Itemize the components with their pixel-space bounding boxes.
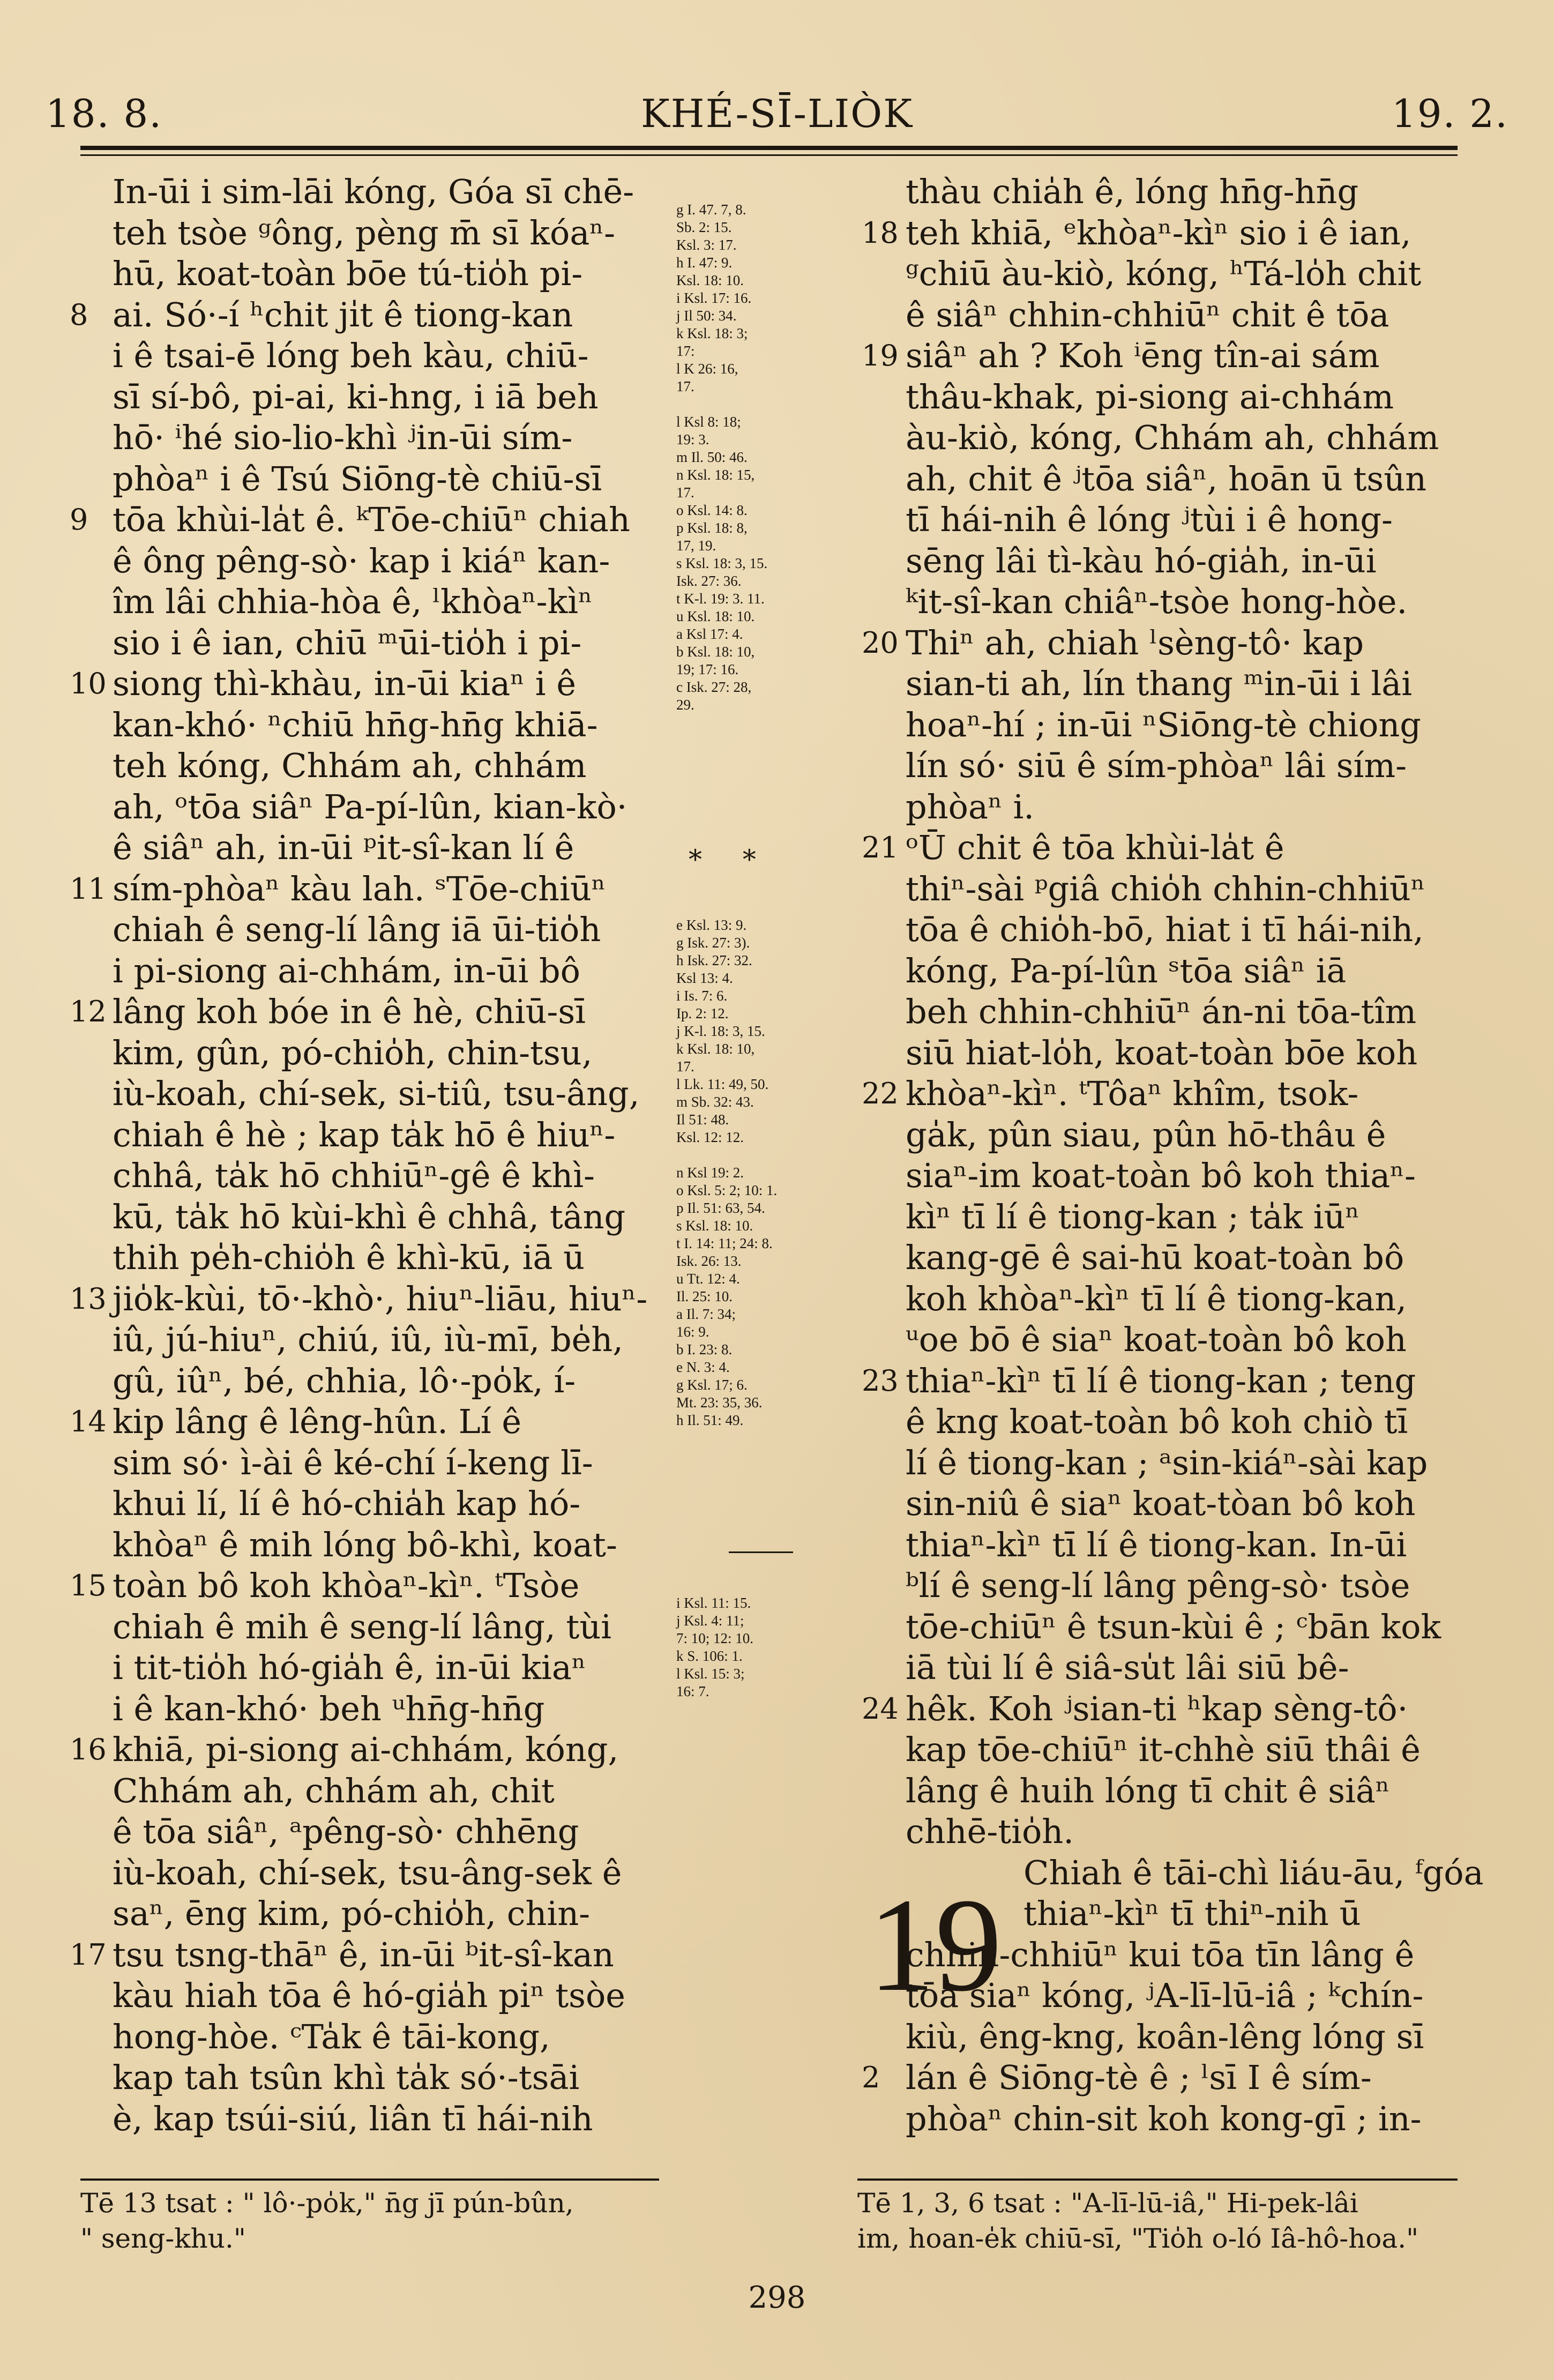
reference-line: Ip. 2: 12. [676,1005,729,1021]
text-line [906,1771,1452,1812]
reference-line: Il 51: 48. [676,1111,729,1128]
reference-line: l K 26: 16, [676,361,738,377]
reference-line: t I. 14: 11; 24: 8. [676,1235,773,1251]
text-line [906,581,1452,623]
verse-text: iù-koah, chí-sek, tsu-âng-sek ê [113,1853,622,1892]
reference-divider [729,1551,793,1553]
reference-line [676,1146,837,1164]
verse-text: tī hái-nih ê lóng ʲtùi i ê hong- [906,500,1393,539]
header-verse-range-start: 18. 8. [46,91,163,136]
verse-number: 17 [70,1937,107,1972]
reference-line: k S. 106: 1. [676,1648,743,1664]
reference-line: n Ksl. 18: 15, [676,467,755,483]
text-line [113,1155,654,1197]
reference-line: p Ksl. 18: 8, [676,520,748,536]
verse-text: chiah ê hè ; kap ta̍k hō ê hiuⁿ- [113,1115,616,1154]
reference-line: o Ksl. 5: 2; 10: 1. [676,1182,778,1198]
verse-number: 2 [862,2061,880,2094]
text-line [113,1811,654,1853]
verse-text: hong-hòe. ᶜTa̍k ê tāi-kong, [113,2017,550,2056]
text-line [906,2099,1452,2140]
text-line [113,2057,654,2099]
footnote-left [80,2185,670,2256]
verse-text: tsu tsng-thāⁿ ê, in-ūi ᵇit-sî-kan [113,1935,614,1974]
verse-number: 14 [70,1405,107,1438]
verse-text: ê ông pêng-sò· kap i kiáⁿ kan- [113,541,610,580]
verse-text: gû, iûⁿ, bé, chhia, lô·-po̍k, í- [113,1361,576,1400]
text-line [113,1073,654,1115]
text-line [113,2017,654,2058]
verse-text: hō· ⁱhé sio-lio-khì ʲin-ūi sím- [113,418,573,457]
verse-number: 8 [70,297,88,332]
text-line [113,1319,654,1361]
reference-line: 16: 9. [676,1324,709,1340]
text-line [113,1115,654,1156]
text-line [906,1729,1452,1771]
verse-text: thàu chia̍h ê, lóng hn̄g-hn̄g [906,172,1359,211]
reference-line: i Ksl. 17: 16. [676,290,752,306]
reference-line: l Ksl. 15: 3; [676,1666,745,1682]
verse-text: chiah ê seng-lí lâng iā ūi-tio̍h [113,910,601,949]
text-line [906,1237,1452,1279]
verse-text: ga̍k, pûn siau, pûn hō-thâu ê [906,1115,1386,1154]
text-line [906,1155,1452,1197]
verse-text: hoaⁿ-hí ; in-ūi ⁿSiōng-tè chiong [906,705,1421,744]
verse-text: thâu-khak, pi-siong ai-chhám [906,377,1394,416]
verse-text: thiⁿ-sài ᵖgiâ chio̍h chhin-chhiūⁿ [906,869,1425,908]
reference-line: 19; 17: 16. [676,661,739,677]
text-line [113,1361,654,1402]
text-line [113,705,654,746]
verse-text: siong thì-khàu, in-ūi kiaⁿ i ê [113,664,577,703]
reference-line: u Ksl. 18: 10. [676,608,755,624]
chapter-number: 19 [868,1871,1002,2019]
reference-line: l Ksl 8: 18; [676,414,741,430]
reference-line: i Ksl. 11: 15. [676,1595,751,1611]
reference-line: Isk. 26: 13. [676,1253,742,1269]
verse-text: kap tah tsûn khì ta̍k só·-tsāi [113,2058,580,2097]
reference-line: h Isk. 27: 32. [676,952,752,968]
verse-text: In-ūi i sim-lāi kóng, Góa sī chē- [113,172,634,211]
reference-line: h Il. 51: 49. [676,1412,744,1428]
verse-text: khòaⁿ ê mih lóng bô-khì, koat- [113,1525,617,1564]
verse-number: 16 [70,1733,107,1766]
verse-text: thiaⁿ-kìⁿ tī lí ê tiong-kan ; teng [906,1361,1416,1400]
verse-number: 13 [70,1281,107,1316]
footnote-right-line-2: im, hoan-e̍k chiū-sī, "Tio̍h o-ló Iâ-hô-hoa." [857,2223,1419,2254]
reference-line: k Ksl. 18: 10, [676,1041,755,1057]
verse-text: ê kng koat-toàn bô koh chiò tī [906,1402,1408,1441]
header-rule-thick [80,146,1458,150]
reference-line: g Isk. 27: 3). [676,935,750,951]
text-line [70,1279,654,1320]
text-line [113,213,654,254]
reference-line: s Ksl. 18: 3, 15. [676,555,768,571]
text-line [862,335,1452,377]
verse-text: tōe-chiūⁿ ê tsun-kùi ê ; ᶜbān kok [906,1607,1441,1646]
verse-text: Chhám ah, chhám ah, chit [113,1771,555,1810]
verse-text: chhē-tio̍h. [906,1812,1074,1851]
verse-text: beh chhin-chhiūⁿ án-ni tōa-tîm [906,992,1417,1031]
text-line [113,1647,654,1689]
text-line [70,991,654,1033]
text-line [113,745,654,787]
verse-text: lí ê tiong-kan ; ᵃsin-kiáⁿ-sài kap [906,1443,1428,1482]
text-line [906,541,1452,582]
verse-text: lán ê Siōng-tè ê ; ˡsī I ê sím- [906,2058,1372,2097]
verse-text: khiā, pi-siong ai-chhám, kóng, [113,1730,619,1769]
verse-text: koh khòaⁿ-kìⁿ tī lí ê tiong-kan, [906,1279,1407,1318]
text-line [906,417,1452,459]
verse-text: phòaⁿ i. [906,787,1034,826]
text-line [70,663,654,705]
verse-number: 18 [862,215,899,250]
reference-line: h I. 47: 9. [676,255,733,271]
verse-number: 24 [862,1691,899,1726]
text-line [862,1073,1452,1115]
reference-line: e Ksl. 13: 9. [676,917,747,933]
text-line [113,1893,654,1935]
reference-line: s Ksl. 18: 10. [676,1218,753,1234]
book-title: KHÉ-SĪ-LIÒK [641,91,913,136]
verse-text: Thiⁿ ah, chiah ˡsèng-tô· kap [906,623,1364,662]
verse-text: ᵘoe bō ê siaⁿ koat-toàn bô koh [906,1320,1407,1359]
text-line [113,1975,654,2017]
verse-text: îm lâi chhia-hòa ê, ˡkhòaⁿ-kìⁿ [113,582,593,621]
verse-text: jio̍k-kùi, tō·-khò·, hiuⁿ-liāu, hiuⁿ- [113,1279,648,1318]
verse-text: tōa siaⁿ kóng, ʲA-lī-lū-iâ ; ᵏchín- [906,1976,1424,2015]
text-line [70,869,654,910]
verse-text: ᵇlí ê seng-lí lâng pêng-sò· tsòe [906,1566,1410,1605]
verse-text: phòaⁿ i ê Tsú Siōng-tè chiū-sī [113,459,602,498]
verse-number: 9 [70,503,88,536]
verse-text: saⁿ, ēng kim, pó-chio̍h, chin- [113,1894,591,1933]
reference-line: m Il. 50: 46. [676,449,748,465]
verse-text: iā tùi lí ê siâ-su̍t lâi siū bê- [906,1648,1349,1687]
verse-text: thiaⁿ-kìⁿ tī lí ê tiong-kan. In-ūi [906,1525,1407,1564]
reference-line: l Lk. 11: 49, 50. [676,1076,769,1092]
footnote-right-line-1: Tē 1, 3, 6 tsat : "A-lī-lū-iâ," Hi-pek-lâi [857,2188,1358,2219]
text-line [906,295,1452,336]
text-line [906,1647,1452,1689]
reference-line: Ksl. 3: 17. [676,237,737,253]
text-line [906,869,1452,910]
verse-text: sím-phòaⁿ kàu lah. ˢTōe-chiūⁿ [113,869,606,908]
text-line [906,1565,1452,1607]
verse-number: 20 [862,625,899,660]
text-line [906,1033,1452,1074]
verse-text: tōa ê chio̍h-bō, hiat i tī hái-nih, [906,910,1424,949]
text-line [113,171,654,213]
verse-text: kiù, êng-kng, koân-lêng lóng sī [906,2017,1424,2056]
verse-text: ah, chit ê ʲtōa siâⁿ, hoān ū tsûn [906,459,1427,498]
verse-text: hêk. Koh ʲsian-ti ʰkap sèng-tô· [906,1689,1408,1728]
section-separator: * * [689,844,756,875]
verse-text: phòaⁿ chin-sit koh kong-gī ; in- [906,2099,1422,2138]
reference-line: Mt. 23: 35, 36. [676,1394,763,1411]
reference-line: b I. 23: 8. [676,1341,733,1357]
verse-text: kim, gûn, pó-chio̍h, chin-tsu, [113,1033,593,1072]
verse-text: sī sí-bô, pi-ai, ki-hng, i iā beh [113,377,599,416]
verse-text: toàn bô koh khòaⁿ-kìⁿ. ᵗTsòe [113,1566,580,1605]
verse-text: kū, ta̍k hō kùi-khì ê chhâ, tâng [113,1197,626,1236]
verse-text: thih pe̍h-chio̍h ê khì-kū, iā ū [113,1238,585,1277]
verse-text: teh khiā, ᵉkhòaⁿ-kìⁿ sio i ê ian, [906,213,1411,252]
verse-text: hū, koat-toàn bōe tú-tio̍h pi- [113,254,583,293]
verse-number: 10 [70,667,107,700]
reference-line: 7: 10; 12: 10. [676,1630,754,1646]
text-line [862,213,1452,254]
reference-line: 17, 19. [676,538,716,554]
verse-text: chiah ê mih ê seng-lí lâng, tùi [113,1607,612,1646]
verse-text: sian-ti ah, lín thang ᵐin-ūi i lâi [906,664,1413,703]
reference-line: 17: [676,343,695,359]
reference-line: 17. [676,1058,694,1075]
cross-references-2 [676,916,837,1429]
text-line [113,581,654,623]
text-line [906,909,1452,951]
footnote-rule-right [857,2178,1458,2181]
text-line [113,827,654,869]
verse-text: tōa khùi-la̍t ê. ᵏTōe-chiūⁿ chiah [113,500,630,539]
cross-references-3 [676,1594,837,1700]
text-line [113,1237,654,1279]
text-line [906,705,1452,746]
verse-text: ê tōa siâⁿ, ᵃpêng-sò· chhēng [113,1812,579,1851]
text-line [862,2057,1452,2099]
reference-line: 16: 7. [676,1683,709,1699]
reference-line: 17. [676,378,694,394]
text-line [113,459,654,500]
reference-line: 17. [676,484,694,501]
reference-line: Ksl. 18: 10. [676,272,744,288]
text-line [113,2099,654,2140]
right-text-column [862,171,1484,2139]
text-line [70,295,654,336]
text-line [113,1197,654,1238]
reference-line: o Ksl. 14: 8. [676,502,748,518]
text-line [906,499,1452,541]
text-line [862,827,1452,869]
reference-line: a Ksl 17: 4. [676,626,743,642]
reference-line: j Il 50: 34. [676,308,737,324]
reference-line: 19: 3. [676,431,709,447]
text-line [906,253,1452,295]
text-line [113,417,654,459]
text-line [906,1115,1452,1156]
verse-text: ai. Só·-í ʰchit jı̍t ê tiong-kan [113,295,573,334]
verse-number: 11 [70,871,107,906]
text-line [906,951,1452,992]
verse-text: ᵒŪ chit ê tōa khùi-la̍t ê [906,828,1284,867]
text-line [862,623,1452,664]
text-line [113,253,654,295]
reference-line: g I. 47. 7, 8. [676,202,746,218]
header-rule-thin [80,154,1458,156]
verse-text: lín só· siū ê sím-phòaⁿ lâi sím- [906,746,1407,785]
verse-number: 15 [70,1569,107,1602]
verse-text: kip lâng ê lêng-hûn. Lí ê [113,1402,522,1441]
footnote-left-line-1: Tē 13 tsat : " lô·-po̍k," n̄g jī pún-bûn, [80,2188,574,2219]
verse-text: kàu hiah tōa ê hó-gia̍h piⁿ tsòe [113,1976,625,2015]
verse-text: kóng, Pa-pí-lûn ˢtōa siâⁿ iā [906,951,1347,990]
text-line [113,1607,654,1648]
verse-number: 22 [862,1077,899,1110]
reference-line: m Sb. 32: 43. [676,1094,754,1110]
verse-text: sim só· ì-ài ê ké-chí í-keng lī- [113,1443,593,1482]
verse-text: teh kóng, Chhám ah, chhám [113,746,587,785]
text-line [906,1319,1452,1361]
text-line [906,1401,1452,1443]
text-line [113,623,654,664]
verse-text: iû, jú-hiuⁿ, chiú, iû, iù-mī, be̍h, [113,1320,623,1359]
reference-line: k Ksl. 18: 3; [676,325,748,341]
verse-text: iù-koah, chí-sek, si-tiû, tsu-âng, [113,1074,640,1113]
text-line [906,459,1452,500]
verse-text: siaⁿ-im koat-toàn bô koh thiaⁿ- [906,1156,1416,1195]
text-line [113,541,654,582]
footnote-rule-left [80,2178,659,2181]
text-line [906,377,1452,418]
text-line [113,1483,654,1525]
reference-line: b Ksl. 18: 10, [676,644,755,660]
text-line [906,991,1452,1033]
reference-line: Ksl. 12: 12. [676,1129,744,1145]
verse-text: lâng ê huih lóng tī chit ê siâⁿ [906,1771,1390,1810]
verse-text: siū hiat-lo̍h, koat-toàn bōe koh [906,1033,1418,1072]
reference-line: j Ksl. 4: 11; [676,1613,744,1629]
reference-line: Sb. 2: 15. [676,219,732,235]
text-line [906,1279,1452,1320]
text-line [113,335,654,377]
reference-line: i Is. 7: 6. [676,988,728,1004]
verse-text: kìⁿ tī lí ê tiong-kan ; ta̍k iūⁿ [906,1197,1360,1236]
text-line [906,171,1452,213]
text-line [906,1443,1452,1484]
reference-line: j K-l. 18: 3, 15. [676,1023,765,1039]
verse-text: ᵍchiū àu-kiò, kóng, ʰTá-lo̍h chit [906,254,1422,293]
verse-text: kan-khó· ⁿchiū hn̄g-hn̄g khiā- [113,705,598,744]
verse-text: siâⁿ ah ? Koh ⁱēng tîn-ai sám [906,336,1380,375]
reference-line: a Il. 7: 34; [676,1306,736,1322]
verse-text: chhâ, ta̍k hō chhiūⁿ-gê ê khì- [113,1156,595,1195]
left-text-column [70,171,654,2139]
verse-text: ê siâⁿ chhin-chhiūⁿ chit ê tōa [906,295,1389,334]
text-line [70,1401,654,1443]
verse-text: ᵏit-sî-kan chiâⁿ-tsòe hong-hòe. [906,582,1408,621]
verse-text: sio i ê ian, chiū ᵐūi-tio̍h i pi- [113,623,582,662]
reference-line: Ksl 13: 4. [676,970,733,986]
reference-line: e N. 3: 4. [676,1359,730,1375]
text-line [113,787,654,828]
reference-line: g Ksl. 17; 6. [676,1377,748,1393]
text-line [906,1525,1452,1566]
verse-text: è, kap tsúi-siú, liân tī hái-nih [113,2099,593,2138]
reference-line: n Ksl 19: 2. [676,1165,744,1181]
verse-number: 12 [70,995,107,1028]
footnote-left-line-2: " seng-khu." [80,2223,246,2254]
text-line [113,1525,654,1566]
verse-number: 19 [862,339,899,372]
text-line [906,2017,1452,2058]
verse-text: teh tsòe ᵍông, pèng m̄ sī kóaⁿ- [113,213,616,252]
verse-text: sin-niû ê siaⁿ koat-tòan bô koh [906,1484,1416,1523]
text-line [113,1689,654,1730]
cross-references-1 [676,201,837,714]
text-line [113,1853,654,1894]
verse-text: àu-kiò, kóng, Chhám ah, chhám [906,418,1439,457]
reference-line: c Isk. 27: 28, [676,679,752,695]
text-line [906,1197,1452,1238]
text-line [906,1607,1452,1648]
verse-text: sēng lâi tì-kàu hó-gia̍h, in-ūi [906,541,1377,580]
text-line [862,1361,1452,1402]
verse-text: ê siâⁿ ah, in-ūi ᵖit-sî-kan lí ê [113,828,574,867]
verse-text: i ê kan-khó· beh ᵘhn̄g-hn̄g [113,1689,545,1728]
verse-text: lâng koh bóe in ê hè, chiū-sī [113,992,586,1031]
verse-text: thiaⁿ-kìⁿ tī thiⁿ-nih ū [1023,1894,1361,1933]
reference-line: Isk. 27: 36. [676,573,742,589]
text-line [113,909,654,951]
reference-line: 29. [676,697,694,713]
verse-text: ah, ᵒtōa siâⁿ Pa-pí-lûn, kian-kò· [113,787,627,826]
text-line [113,1033,654,1074]
reference-line: p Il. 51: 63, 54. [676,1200,765,1216]
verse-text: kang-gē ê sai-hū koat-toàn bô [906,1238,1404,1277]
page-number: 298 [748,2280,806,2315]
text-line [906,1811,1452,1853]
footnote-right [857,2185,1468,2256]
verse-text: i tit-tio̍h hó-gia̍h ê, in-ūi kiaⁿ [113,1648,586,1687]
verse-text: Chiah ê tāi-chì liáu-āu, ᶠgóa [1023,1853,1484,1892]
text-line [113,377,654,418]
verse-number: 21 [862,831,899,864]
text-line [906,663,1452,705]
text-line [906,787,1452,828]
verse-text: chhin-chhiūⁿ kui tōa tīn lâng ê [906,1935,1415,1974]
verse-text: khui lí, lí ê hó-chia̍h kap hó- [113,1484,581,1523]
text-line [70,1935,654,1976]
text-line [113,951,654,992]
verse-text: kap tōe-chiūⁿ it-chhè siū thâi ê [906,1730,1421,1769]
text-line [862,1689,1452,1730]
reference-line: t K-l. 19: 3. 11. [676,591,765,607]
text-line [70,499,654,541]
text-line [113,1443,654,1484]
verse-text: i ê tsai-ē lóng beh kàu, chiū- [113,336,589,375]
text-line [906,1483,1452,1525]
header-verse-range-end: 19. 2. [1391,91,1508,136]
text-line [113,1771,654,1812]
text-line [70,1729,654,1771]
verse-text: khòaⁿ-kìⁿ. ᵗTôaⁿ khîm, tsok- [906,1074,1359,1113]
text-line [70,1565,654,1607]
reference-line: Il. 25: 10. [676,1288,733,1304]
reference-line [676,396,837,413]
reference-line: u Tt. 12: 4. [676,1271,740,1287]
verse-number: 23 [862,1363,899,1398]
text-line [906,745,1452,787]
verse-text: i pi-siong ai-chhám, in-ūi bô [113,951,580,990]
